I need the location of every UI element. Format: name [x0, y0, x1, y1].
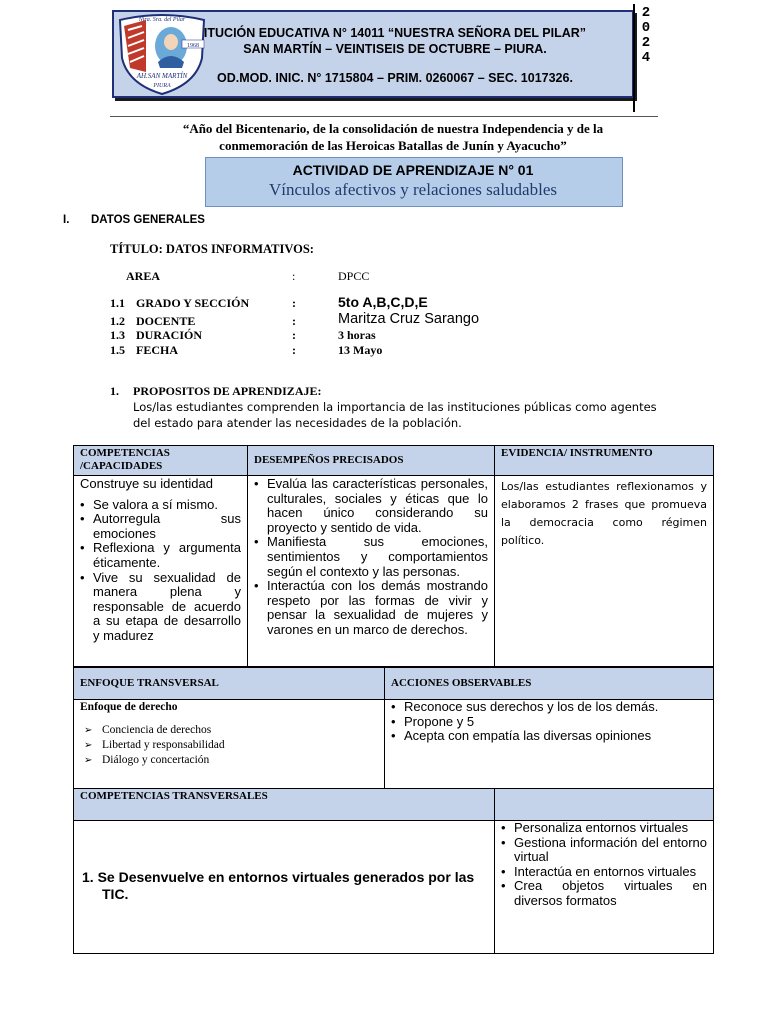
- year-digit: 2: [641, 5, 651, 21]
- motto-line: “Año del Bicentenario, de la consolidación de nuestra Independencia y de la: [182, 121, 604, 136]
- logo-bottom-text: AH.SAN MARTÍN: [136, 72, 188, 80]
- year-digit: 4: [641, 50, 651, 66]
- info-num: 1.1: [110, 296, 125, 310]
- info-colon: :: [292, 296, 296, 310]
- list-item: • Propone y 5: [391, 715, 707, 730]
- evidencia-cell: Los/las estudiantes reflexionamos y elaboramos 2 frases que promueva la democracia como régimen político.: [494, 475, 714, 667]
- duration-label: DURACIÓN: [136, 328, 202, 342]
- header-evidencia: EVIDENCIA/ INSTRUMENTO: [494, 445, 714, 476]
- info-colon: :: [292, 343, 296, 357]
- header-competencias: COMPETENCIAS /CAPACIDADES: [73, 445, 248, 476]
- info-colon: :: [292, 314, 296, 328]
- header-acciones: ACCIONES OBSERVABLES: [384, 667, 714, 700]
- year-digit: 2: [641, 35, 651, 51]
- year-digit: 0: [641, 20, 651, 36]
- school-codes-line: OD.MOD. INIC. N° 1715804 – PRIM. 0260067 – SEC. 1017326.: [217, 71, 573, 85]
- info-num: 1.2: [110, 314, 125, 328]
- purposes-text-line: del estado para atender las necesidades de la población.: [133, 416, 462, 430]
- duration-value: 3 horas: [338, 328, 376, 342]
- header-competencias-transversales: COMPETENCIAS TRANSVERSALES: [73, 788, 495, 821]
- desempenos-list: [254, 477, 488, 638]
- activity-title: ACTIVIDAD DE APRENDIZAJE N° 01: [292, 162, 534, 178]
- competencia-transversal: 1. Se Desenvuelve en entornos virtuales generados por las TIC.: [82, 869, 475, 902]
- competencia-name: Construye su identidad: [80, 476, 213, 491]
- purposes-number: 1.: [110, 384, 119, 398]
- year-vertical: [639, 6, 653, 66]
- grade-label: GRADO Y SECCIÓN: [136, 296, 250, 310]
- capacidades-list: [80, 498, 241, 644]
- competencia-transversal-cell: [73, 820, 495, 954]
- date-value: 13 Mayo: [338, 343, 383, 357]
- list-item: • Interactúa con los demás mostrando respeto por las formas de vivir y pensar la sexualidad de mujeres y varones en un marco de derechos.: [254, 579, 488, 637]
- area-value: DPCC: [338, 269, 370, 283]
- purposes-text-line: Los/las estudiantes comprenden la importancia de las instituciones públicas como agentes: [133, 400, 657, 414]
- area-colon: :: [292, 269, 296, 283]
- school-name-line: ITUCIÓN EDUCATIVA N° 14011 “NUESTRA SEÑORA DEL PILAR”: [203, 26, 587, 40]
- info-num: 1.3: [110, 328, 125, 342]
- capacidades-tic-list: [501, 821, 707, 909]
- header-empty-cell: [494, 788, 714, 821]
- date-label: FECHA: [136, 343, 178, 357]
- title-label: TÍTULO: DATOS INFORMATIVOS:: [110, 242, 314, 256]
- logo-top-text: Ntra. Sra. del Pilar: [138, 17, 186, 23]
- list-item: • Acepta con empatía las diversas opiniones: [391, 729, 707, 744]
- list-item: ➢ Libertad y responsabilidad: [80, 738, 378, 753]
- header-divider: [633, 4, 635, 112]
- enfoque-cell: [73, 699, 385, 789]
- section-number: I.: [63, 214, 70, 226]
- list-item: ➢ Conciencia de derechos: [80, 723, 378, 738]
- list-item: • Autorregula sus emociones: [80, 512, 241, 541]
- activity-subtitle: Vínculos afectivos y relaciones saludables: [269, 180, 557, 199]
- list-item: • Interactúa en entornos virtuales: [501, 865, 707, 880]
- list-item: • Evalúa las características personales, culturales, sociales y éticas que lo hacen único considerando su proyecto y sentido de vida.: [254, 477, 488, 535]
- grade-value: 5to A,B,C,D,E: [338, 294, 428, 310]
- capacidades-tic-cell: [494, 820, 714, 954]
- info-colon: :: [292, 328, 296, 342]
- list-item: • Se valora a sí mismo.: [80, 498, 241, 513]
- acciones-list: [391, 700, 707, 744]
- area-label: AREA: [126, 269, 161, 283]
- enfoque-title: Enfoque de derecho: [80, 701, 178, 713]
- purposes-title: PROPOSITOS DE APRENDIZAJE:: [133, 384, 322, 398]
- list-item: • Personaliza entornos virtuales: [501, 821, 707, 836]
- year-motto: [120, 120, 666, 154]
- logo-city-text: PIURA: [153, 83, 171, 89]
- teacher-value: Maritza Cruz Sarango: [338, 311, 480, 327]
- enfoque-list: [80, 723, 378, 768]
- school-location-line: SAN MARTÍN – VEINTISEIS DE OCTUBRE – PIURA.: [243, 42, 547, 56]
- list-item: • Reflexiona y argumenta éticamente.: [80, 541, 241, 570]
- list-item: • Gestiona información del entorno virtual: [501, 836, 707, 865]
- teacher-label: DOCENTE: [136, 314, 196, 328]
- motto-line: conmemoración de las Heroicas Batallas de Junín y Ayacucho”: [219, 138, 567, 153]
- list-item: • Crea objetos virtuales en diversos formatos: [501, 879, 707, 908]
- header-rule: [110, 116, 658, 117]
- header-desempenos: DESEMPEÑOS PRECISADOS: [247, 445, 495, 476]
- header-enfoque: ENFOQUE TRANSVERSAL: [73, 667, 385, 700]
- acciones-cell: [384, 699, 714, 789]
- section-title: DATOS GENERALES: [91, 214, 205, 226]
- list-item: ➢ Diálogo y concertación: [80, 753, 378, 768]
- list-item: • Vive su sexualidad de manera plena y responsable de acuerdo a su etapa de desarrollo y madurez: [80, 571, 241, 644]
- info-num: 1.5: [110, 343, 125, 357]
- logo-year: 1968: [187, 43, 199, 49]
- list-item: • Reconoce sus derechos y los de los demás.: [391, 700, 707, 715]
- desempenos-cell: [247, 475, 495, 667]
- list-item: • Manifiesta sus emociones, sentimientos y comportamientos según el contexto y las personas.: [254, 535, 488, 579]
- competencias-cell: [73, 475, 248, 667]
